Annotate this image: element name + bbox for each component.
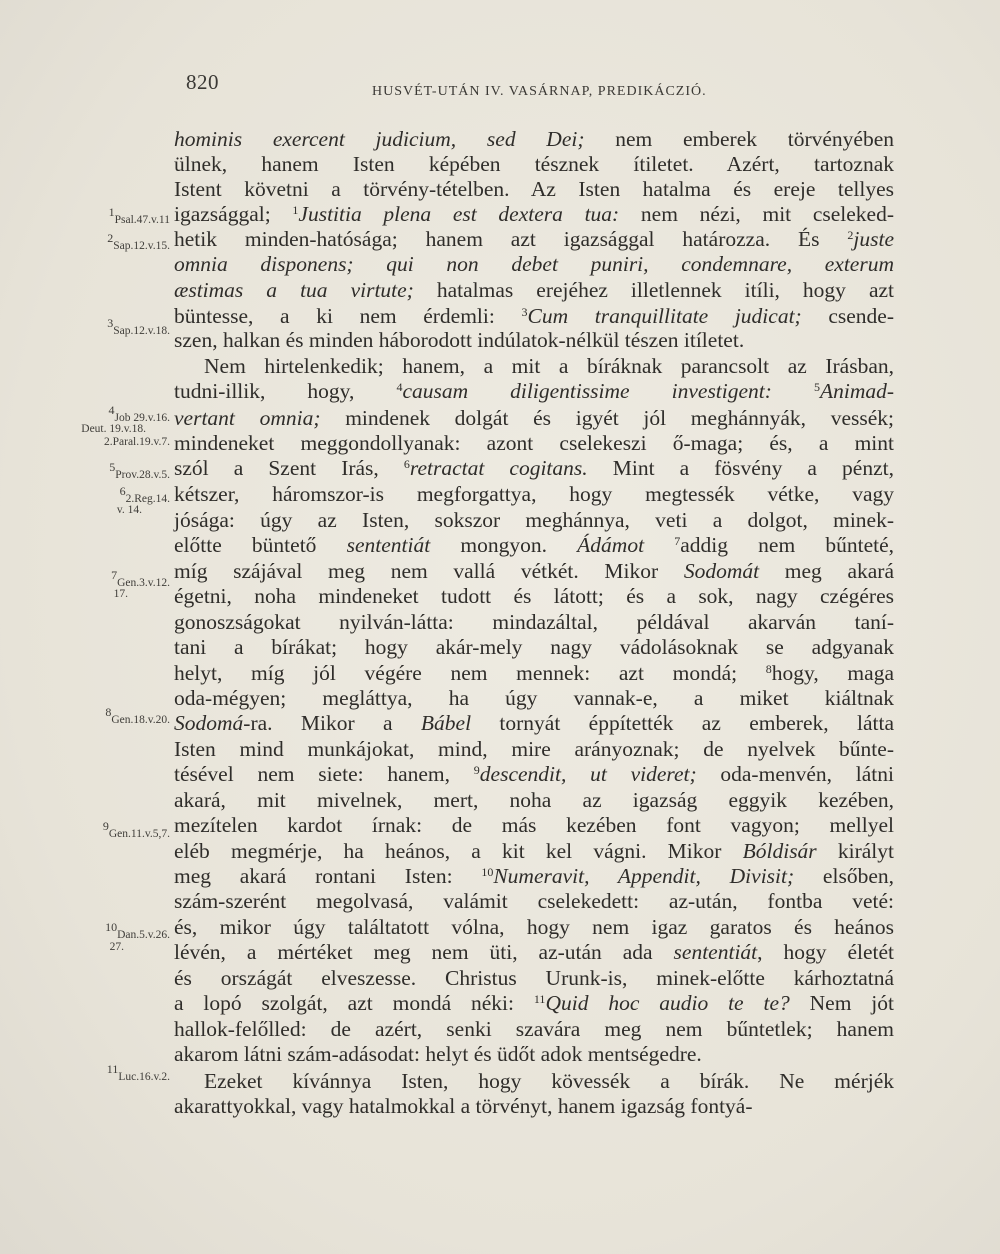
text-line: kétszer, háromszor-is megforgattya, hogy megtessék vétke, vagy bbox=[174, 482, 894, 506]
text-line: oda-mégyen; megláttya, ha úgy vannak-e, a miket kiáltnak bbox=[174, 686, 894, 710]
text-line: akarattyokkal, vagy hatalmokkal a törvényt, hanem igazság fontyá- bbox=[174, 1094, 753, 1118]
page-number: 820 bbox=[186, 70, 219, 94]
text-line: igazsággal; $^1$Justitia plena est dextera tua: nem nézi, mit cseleked- bbox=[174, 202, 895, 226]
text-line: jósága: úgy az Isten, sokszor meghánnya, veti a dolgot, minek- bbox=[174, 508, 894, 532]
text-line: mezítelen kardot írnak: de más kezében font vagyon; mellyel bbox=[174, 813, 894, 837]
margin-note: $^1$Psal.47.v.11 bbox=[108, 205, 170, 226]
text-line: eléb megmérje, ha heános, a kit kel vágni. Mikor Bóldisár királyt bbox=[174, 839, 894, 863]
margin-note: $^8$Gen.18.v.20. bbox=[105, 705, 170, 726]
margin-note: $^{11}$Luc.16.v.2. bbox=[106, 1062, 170, 1083]
margin-note: 17. bbox=[113, 588, 128, 600]
margin-note: $^6$2.Reg.14. bbox=[119, 484, 170, 505]
text-line: míg szájával meg nem vallá vétkét. Mikor Sodomát meg akará bbox=[174, 559, 895, 583]
text-line: és országát elveszesse. Christus Urunk-is, minek-előtte kárhoztatná bbox=[174, 966, 894, 990]
text-line: és, mikor úgy találtatott vólna, hogy nem igaz garatos és heános bbox=[174, 915, 894, 939]
text-line: akarom látni szám-adásodat: helyt és üdőt adok mentségedre. bbox=[174, 1042, 702, 1066]
margin-note: 2.Paral.19.v.7. bbox=[103, 436, 170, 448]
text-line: égetni, noha mindeneket tudott és látott; és a sok, nagy czégéres bbox=[174, 584, 894, 608]
text-line: gonoszságokat nyilván-látta: mindazáltal, példával akarván taní- bbox=[174, 610, 894, 634]
text-line: előtte büntető sententiát mongyon. Ádámot $^7$addig nem bűnteté, bbox=[174, 533, 894, 557]
text-line: akará, mit mivelnek, mert, noha az igazság eggyik kezében, bbox=[174, 788, 894, 812]
text-line: helyt, míg jól végére nem mennek: azt mondá; $^8$hogy, maga bbox=[174, 661, 894, 685]
margin-note: $^2$Sap.12.v.15. bbox=[107, 231, 170, 252]
margin-note: 27. bbox=[109, 941, 124, 953]
text-line: mindeneket meggondollyanak: azont cselekeszi ő-maga; és, a mint bbox=[174, 431, 894, 455]
text-line: hallok-felőlled: de azért, senki szavára meg nem bűntetlek; hanem bbox=[174, 1017, 894, 1041]
text-line: Istent követni a törvény-tételben. Az Isten hatalma és ereje tellyes bbox=[174, 177, 894, 201]
text-line: vertant omnia; mindenek dolgát és igyét jól meghánnyák, vessék; bbox=[174, 406, 895, 430]
margin-note: $^7$Gen.3.v.12. bbox=[111, 568, 170, 589]
text-line: omnia disponens; qui non debet puniri, condemnare, exterum bbox=[174, 252, 894, 276]
margin-note: $^5$Prov.28.v.5. bbox=[109, 460, 170, 481]
text-line: Nem hirtelenkedik; hanem, a mit a bíráknak parancsolt az Irásban, bbox=[204, 354, 894, 378]
text-line: büntesse, a ki nem érdemli: $^3$Cum tranquillitate judicat; csende- bbox=[174, 304, 895, 328]
text-line: lévén, a mértéket meg nem üti, az-után ada sententiát, hogy életét bbox=[174, 940, 894, 964]
margin-note: $^{10}$Dan.5.v.26. bbox=[105, 920, 170, 941]
text-line: meg akará rontani Isten: $^{10}$Numeravit, Appendit, Divisit; elsőben, bbox=[174, 864, 894, 888]
text-line: szám-szerént megolvasá, valámit cselekedett: az-után, fontba veté: bbox=[174, 889, 894, 913]
text-line: tudni-illik, hogy, $^4$causam diligentissime investigent: $^5$Animad- bbox=[174, 379, 895, 403]
text-line: Ezeket kívánnya Isten, hogy kövessék a bírák. Ne mérjék bbox=[204, 1069, 894, 1093]
margin-note: $^9$Gen.11.v.5,7. bbox=[102, 819, 170, 840]
text-line: hetik minden-hatósága; hanem azt igazsággal határozza. És $^2$juste bbox=[174, 227, 894, 251]
margin-note: Deut. 19.v.18. bbox=[81, 423, 146, 435]
text-line: ülnek, hanem Isten képében tésznek ítiletet. Azért, tartoznak bbox=[174, 152, 894, 176]
text-line: hominis exercent judicium, sed Dei; nem emberek törvényében bbox=[174, 127, 895, 151]
running-head: HUSVÉT-UTÁN IV. VASÁRNAP, PREDIKÁCZIÓ. bbox=[372, 84, 707, 99]
text-line: szól a Szent Irás, $^6$retractat cogitans. Mint a fösvény a pénzt, bbox=[174, 456, 894, 480]
text-line: Isten mind munkájokat, mind, mire arányoznak; de nyelvek bűnte- bbox=[174, 737, 894, 761]
margin-note: $^4$Job 29.v.16. bbox=[108, 403, 170, 424]
text-line: æstimas a tua virtute; hatalmas erejéhez illetlennek itíli, hogy azt bbox=[174, 278, 895, 302]
text-line: tani a bírákat; hogy akár-mely nagy vádolásoknak se adgyanak bbox=[174, 635, 894, 659]
margin-note: $^3$Sap.12.v.18. bbox=[107, 316, 170, 337]
text-line: Sodomá-ra. Mikor a Bábel tornyát éppítették az emberek, látta bbox=[174, 711, 894, 735]
text-line: szen, halkan és minden háborodott indúlatok-nélkül tészen itíletet. bbox=[174, 328, 745, 352]
text-line: tésével nem siete: hanem, $^9$descendit, ut videret; oda-menvén, látni bbox=[174, 762, 894, 786]
text-line: a lopó szolgát, azt mondá néki: $^{11}$Quid hoc audio te te? Nem jót bbox=[174, 991, 894, 1015]
margin-note: v. 14. bbox=[116, 504, 142, 516]
